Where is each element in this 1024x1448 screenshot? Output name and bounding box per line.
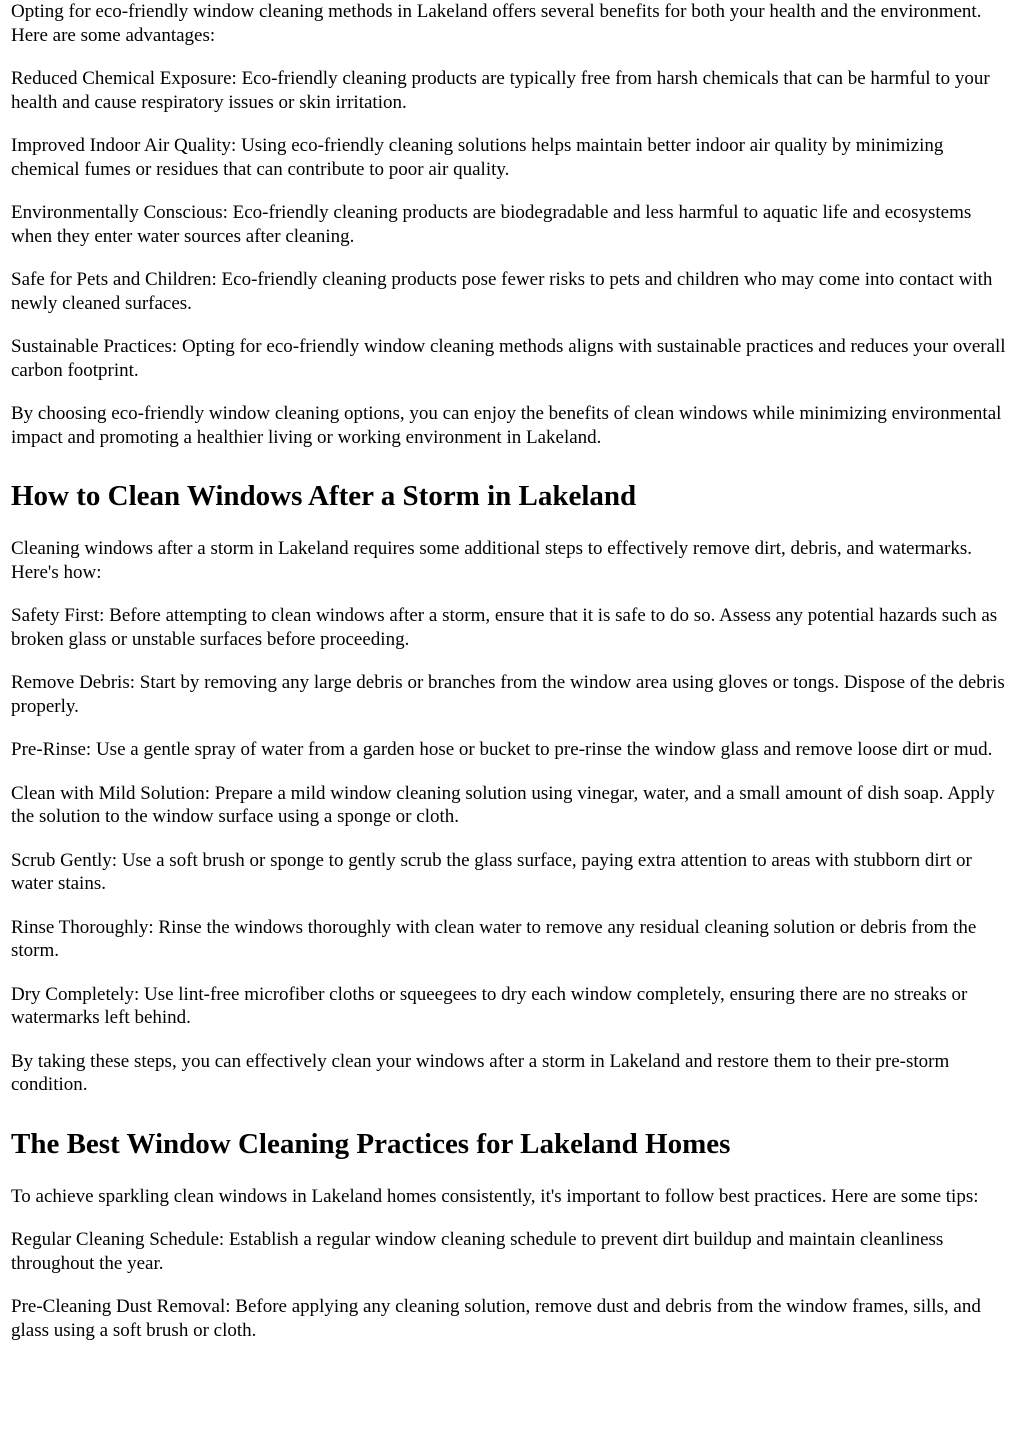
- practices-section-heading: The Best Window Cleaning Practices for Lakeland Homes: [11, 1127, 731, 1160]
- intro-paragraph: Opting for eco-friendly window cleaning methods in Lakeland offers several benefits for both your health and the environment. Here are some advantages:: [11, 1, 982, 46]
- intro-conclusion: By choosing eco-friendly window cleaning options, you can enjoy the benefits of clean windows while minimizing environmental impact and promoting a healthier living or working environment in Lakeland.: [11, 403, 1002, 448]
- step-dry-completely: Dry Completely: Use lint-free microfiber cloths or squeegees to dry each window completely, ensuring there are no streaks or watermarks left behind.: [11, 983, 968, 1028]
- step-rinse-thoroughly: Rinse Thoroughly: Rinse the windows thoroughly with clean water to remove any residual cleaning solution or debris from the storm.: [11, 916, 977, 961]
- benefit-safe-for-pets-and-children: Safe for Pets and Children: Eco-friendly cleaning products pose fewer risks to pets and children who may come into contact with newly cleaned surfaces.: [11, 269, 993, 314]
- tip-pre-cleaning-dust-removal: Pre-Cleaning Dust Removal: Before applying any cleaning solution, remove dust and debris from the window frames, sills, and glass using a soft brush or cloth.: [11, 1296, 981, 1341]
- tip-regular-cleaning-schedule: Regular Cleaning Schedule: Establish a regular window cleaning schedule to prevent dirt buildup and maintain cleanliness throughout the year.: [11, 1229, 944, 1274]
- storm-section-heading: How to Clean Windows After a Storm in Lakeland: [11, 480, 637, 512]
- storm-section: [11, 479, 1014, 1097]
- practices-section: [11, 1127, 1014, 1343]
- benefit-reduced-chemical-exposure: Reduced Chemical Exposure: Eco-friendly cleaning products are typically free from harsh chemicals that can be harmful to your health and cause respiratory issues or skin irritation.: [11, 68, 990, 113]
- benefit-improved-indoor-air-quality: Improved Indoor Air Quality: Using eco-friendly cleaning solutions helps maintain better indoor air quality by minimizing chemical fumes or residues that can contribute to poor air quality.: [11, 135, 944, 180]
- storm-conclusion: By taking these steps, you can effectively clean your windows after a storm in Lakeland and restore them to their pre-storm condition.: [11, 1050, 950, 1095]
- step-pre-rinse: Pre-Rinse: Use a gentle spray of water from a garden hose or bucket to pre-rinse the window glass and remove loose dirt or mud.: [11, 739, 993, 760]
- step-safety-first: Safety First: Before attempting to clean windows after a storm, ensure that it is safe to do so. Assess any potential hazards such as broken glass or unstable surfaces before proceeding.: [11, 605, 998, 650]
- storm-intro-paragraph: Cleaning windows after a storm in Lakeland requires some additional steps to effectively remove dirt, debris, and watermarks. Here's how:: [11, 538, 972, 583]
- benefit-sustainable-practices: Sustainable Practices: Opting for eco-friendly window cleaning methods aligns with sustainable practices and reduces your overall carbon footprint.: [11, 336, 1006, 381]
- step-clean-with-mild-solution: Clean with Mild Solution: Prepare a mild window cleaning solution using vinegar, water, and a small amount of dish soap. Apply the solution to the window surface using a sponge or cloth.: [11, 782, 995, 827]
- benefit-environmentally-conscious: Environmentally Conscious: Eco-friendly cleaning products are biodegradable and less harmful to aquatic life and ecosystems when they enter water sources after cleaning.: [11, 202, 972, 247]
- step-scrub-gently: Scrub Gently: Use a soft brush or sponge to gently scrub the glass surface, paying extra attention to areas with stubborn dirt or water stains.: [11, 849, 972, 894]
- intro-section: [11, 0, 1014, 449]
- practices-intro-paragraph: To achieve sparkling clean windows in Lakeland homes consistently, it's important to follow best practices. Here are some tips:: [11, 1185, 979, 1207]
- step-remove-debris: Remove Debris: Start by removing any large debris or branches from the window area using gloves or tongs. Dispose of the debris properly.: [11, 672, 1005, 717]
